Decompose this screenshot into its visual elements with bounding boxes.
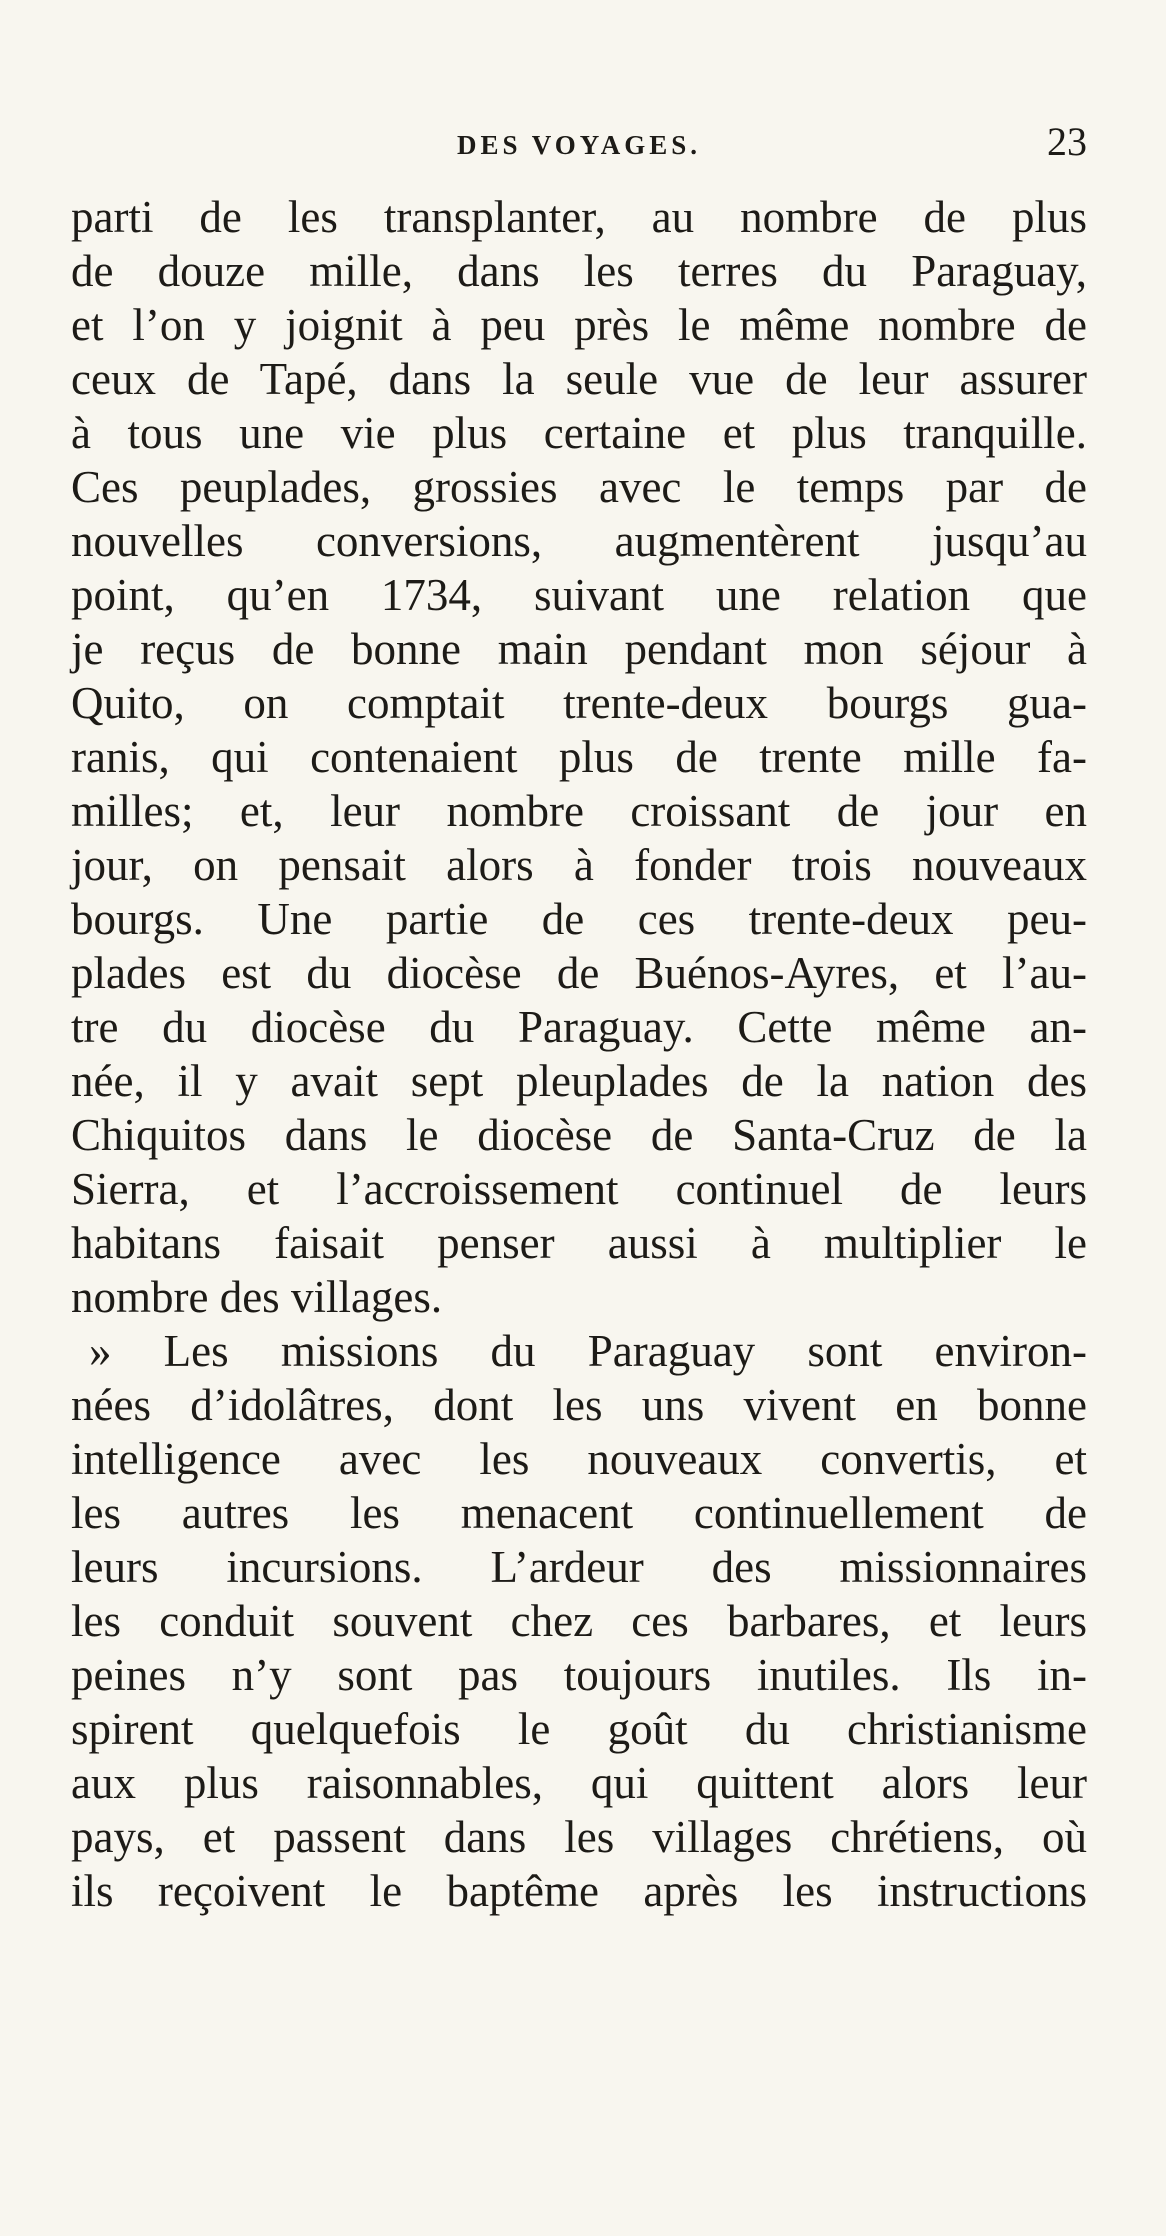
text-line: Quito, on comptait trente-deux bourgs gua- (71, 678, 1087, 728)
text-line: jour, on pensait alors à fonder trois nouveaux (71, 840, 1087, 890)
text-line: aux plus raisonnables, qui quittent alors leur (71, 1758, 1087, 1808)
text-line: bourgs. Une partie de ces trente-deux peu- (71, 894, 1087, 944)
text-line: point, qu’en 1734, suivant une relation que (71, 570, 1087, 620)
text-line: leurs incursions. L’ardeur des missionnaires (71, 1542, 1087, 1592)
running-header (71, 118, 1087, 168)
text-line: de douze mille, dans les terres du Paraguay, (71, 246, 1087, 296)
text-line: nombre des villages. (71, 1272, 443, 1322)
text-line: nées d’idolâtres, dont les uns vivent en bonne (71, 1380, 1087, 1430)
text-line: plades est du diocèse de Buénos-Ayres, et l’au- (71, 948, 1087, 998)
text-line: tre du diocèse du Paraguay. Cette même an- (71, 1002, 1087, 1052)
text-line: à tous une vie plus certaine et plus tranquille. (71, 408, 1087, 458)
text-line: spirent quelquefois le goût du christianisme (71, 1704, 1087, 1754)
body-text (71, 190, 1087, 1918)
text-line: Ces peuplades, grossies avec le temps par de (71, 462, 1087, 512)
text-line: ils reçoivent le baptême après les instructions (71, 1866, 1087, 1916)
text-line: parti de les transplanter, au nombre de plus (71, 192, 1087, 242)
text-line: les conduit souvent chez ces barbares, et leurs (71, 1596, 1087, 1646)
text-line: ranis, qui contenaient plus de trente mille fa- (71, 732, 1087, 782)
text-line: milles; et, leur nombre croissant de jour en (71, 786, 1087, 836)
text-line: ceux de Tapé, dans la seule vue de leur assurer (71, 354, 1087, 404)
text-line: habitans faisait penser aussi à multiplier le (71, 1218, 1087, 1268)
text-line: Sierra, et l’accroissement continuel de leurs (71, 1164, 1087, 1214)
text-line: peines n’y sont pas toujours inutiles. Ils in- (71, 1650, 1087, 1700)
text-line: pays, et passent dans les villages chrétiens, où (71, 1812, 1087, 1862)
page-number: 23 (1047, 119, 1087, 164)
text-line: et l’on y joignit à peu près le même nombre de (71, 300, 1087, 350)
text-line: nouvelles conversions, augmentèrent jusqu’au (71, 516, 1087, 566)
text-line: je reçus de bonne main pendant mon séjour à (71, 624, 1087, 674)
text-line: » Les missions du Paraguay sont environ- (89, 1326, 1087, 1376)
text-line: intelligence avec les nouveaux convertis, et (71, 1434, 1087, 1484)
text-line: Chiquitos dans le diocèse de Santa-Cruz de la (71, 1110, 1087, 1160)
running-title: DES VOYAGES. (456, 130, 702, 160)
text-line: née, il y avait sept pleuplades de la nation des (71, 1056, 1087, 1106)
text-line: les autres les menacent continuellement de (71, 1488, 1087, 1538)
